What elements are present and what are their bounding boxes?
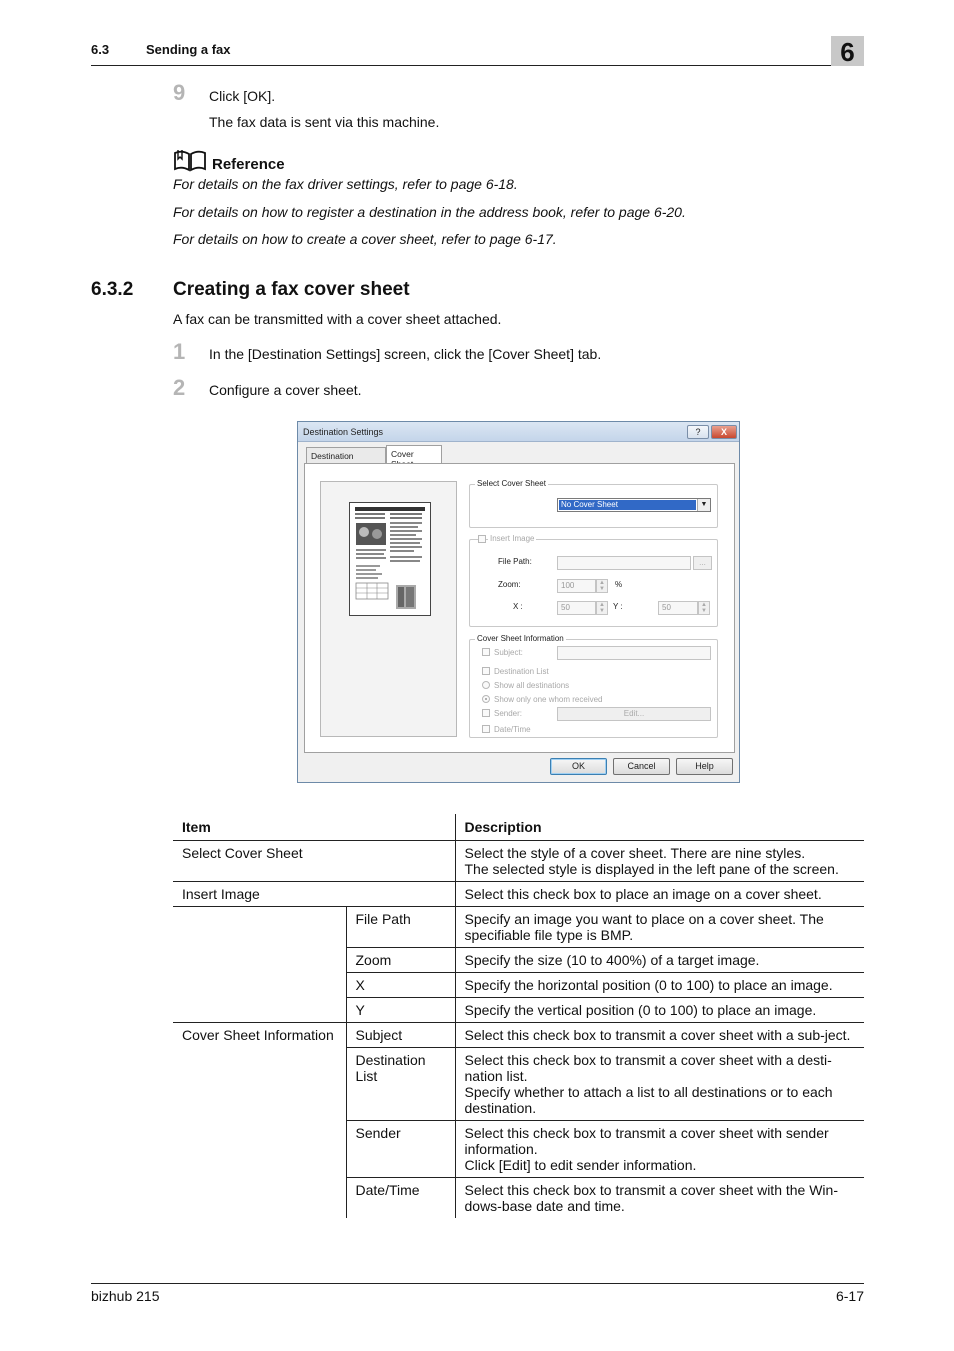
reference-item: For details on the fax driver settings, refer to page 6-18. xyxy=(173,176,518,192)
header-rule xyxy=(91,65,864,66)
table-header-description: Description xyxy=(455,814,864,841)
insert-image-label: Insert Image xyxy=(490,534,535,543)
zoom-unit: % xyxy=(615,580,623,589)
description-line: Select this check box to transmit a cover sheet with sender information. xyxy=(464,1125,829,1157)
section-intro: A fax can be transmitted with a cover sheet attached. xyxy=(173,311,502,327)
cover-sheet-select[interactable] xyxy=(557,498,711,512)
show-only-received-radio[interactable] xyxy=(482,695,490,703)
y-label: Y : xyxy=(613,602,623,611)
y-field[interactable]: 50 xyxy=(658,601,698,615)
table-cell-subitem: Date/Time xyxy=(346,1178,455,1219)
reference-item: For details on how to create a cover sheet, refer to page 6-17. xyxy=(173,231,557,247)
table-cell-description xyxy=(455,882,864,907)
description-line: Select this check box to transmit a cover sheet with a desti-nation list. xyxy=(464,1052,832,1084)
table-cell-description xyxy=(455,1023,864,1048)
table-cell-item xyxy=(173,998,346,1023)
section-title: Creating a fax cover sheet xyxy=(173,279,410,300)
zoom-stepper[interactable]: ▲ ▼ xyxy=(596,579,608,593)
table-row xyxy=(173,998,864,1023)
date-time-label: Date/Time xyxy=(494,725,531,734)
table-cell-item xyxy=(173,948,346,973)
table-row xyxy=(173,973,864,998)
table-cell-subitem: Destination List xyxy=(346,1048,455,1121)
description-line: Specify the size (10 to 400%) of a target image. xyxy=(464,952,760,968)
table-cell-description xyxy=(455,1178,864,1219)
table-cell-item xyxy=(173,1178,346,1219)
table-cell-item xyxy=(173,973,346,998)
table-cell-item xyxy=(173,1121,346,1178)
table-cell-item: Select Cover Sheet xyxy=(173,841,455,882)
table-row xyxy=(173,882,864,907)
description-line: The selected style is displayed in the left pane of the screen. xyxy=(464,861,839,877)
table-row xyxy=(173,1023,864,1048)
ok-button[interactable]: OK xyxy=(550,758,607,775)
description-line: Select this check box to transmit a cover sheet with a sub-ject. xyxy=(464,1027,851,1043)
cover-sheet-information-label: Cover Sheet Information xyxy=(477,634,564,643)
browse-button[interactable]: ... xyxy=(693,556,712,570)
destination-list-label: Destination List xyxy=(494,667,549,676)
file-path-label: File Path: xyxy=(498,557,532,566)
subject-checkbox[interactable] xyxy=(482,648,490,656)
subject-field[interactable] xyxy=(557,646,711,660)
cover-sheet-information-group xyxy=(469,634,718,738)
x-field[interactable]: 50 xyxy=(557,601,596,615)
zoom-field[interactable]: 100 xyxy=(557,579,596,593)
cover-page-thumbnail xyxy=(349,502,431,616)
table-row xyxy=(173,907,864,948)
step-text: In the [Destination Settings] screen, click the [Cover Sheet] tab. xyxy=(209,346,602,362)
step-number: 9 xyxy=(173,80,186,105)
step-number: 1 xyxy=(173,339,186,364)
dialog-titlebar xyxy=(298,422,739,442)
description-line: Specify the vertical position (0 to 100) to place an image. xyxy=(464,1002,817,1018)
chevron-down-icon[interactable]: ▼ xyxy=(697,499,710,511)
close-button[interactable]: X xyxy=(711,425,737,439)
reference-title: Reference xyxy=(212,156,285,173)
table-cell-subitem: Y xyxy=(346,998,455,1023)
x-label: X : xyxy=(513,602,523,611)
zoom-label: Zoom: xyxy=(498,580,521,589)
table-cell-description xyxy=(455,841,864,882)
table-row xyxy=(173,948,864,973)
table-cell-subitem: File Path xyxy=(346,907,455,948)
tab-destination-settings[interactable]: Destination xyxy=(306,447,386,463)
step-number: 2 xyxy=(173,375,186,400)
footer-product: bizhub 215 xyxy=(91,1288,160,1304)
cover-thumbnail-image xyxy=(350,503,430,615)
date-time-checkbox[interactable] xyxy=(482,725,490,733)
table-row xyxy=(173,1121,864,1178)
table-cell-item: Insert Image xyxy=(173,882,455,907)
footer-page-number: 6-17 xyxy=(835,1288,864,1304)
footer-rule xyxy=(91,1283,864,1284)
description-line: Click [Edit] to edit sender information. xyxy=(464,1157,697,1173)
insert-image-group xyxy=(469,534,718,627)
step-text: Click [OK]. xyxy=(209,88,276,104)
select-cover-sheet-group xyxy=(469,479,718,528)
table-cell-item xyxy=(173,1048,346,1121)
table-header-item: Item xyxy=(173,814,455,841)
help-button[interactable]: Help xyxy=(676,758,733,775)
select-cover-sheet-label: Select Cover Sheet xyxy=(477,479,546,488)
description-line: Specify whether to attach a list to all destinations or to each destination. xyxy=(464,1084,833,1116)
step-text: Configure a cover sheet. xyxy=(209,382,362,398)
sender-checkbox[interactable] xyxy=(482,709,490,717)
table-cell-description xyxy=(455,907,864,948)
file-path-field[interactable] xyxy=(557,556,691,570)
header-section-title: Sending a fax xyxy=(146,42,231,57)
book-icon xyxy=(173,149,207,173)
table-cell-subitem: Sender xyxy=(346,1121,455,1178)
step-result: The fax data is sent via this machine. xyxy=(209,114,440,130)
edit-sender-button[interactable]: Edit... xyxy=(557,707,711,721)
table-cell-description xyxy=(455,1048,864,1121)
tab-cover-sheet[interactable]: Cover xyxy=(386,445,442,464)
cover-preview-pane xyxy=(320,481,457,737)
show-all-destinations-radio[interactable] xyxy=(482,681,490,689)
show-all-destinations-label: Show all destinations xyxy=(494,681,570,690)
cover-sheet-select-value: No Cover Sheet xyxy=(559,500,696,510)
dialog-title: Destination Settings xyxy=(303,427,384,437)
show-only-received-label: Show only one whom received xyxy=(494,695,603,704)
subject-label: Subject: xyxy=(494,648,523,657)
table-cell-subitem: X xyxy=(346,973,455,998)
insert-image-checkbox[interactable] xyxy=(478,535,486,543)
table-row xyxy=(173,1178,864,1219)
table-cell-subitem: Zoom xyxy=(346,948,455,973)
destination-settings-dialog xyxy=(297,421,740,783)
table-row xyxy=(173,1048,864,1121)
description-line: Specify the horizontal position (0 to 100) to place an image. xyxy=(464,977,833,993)
description-line: Select this check box to transmit a cover sheet with the Win-dows-base date and time. xyxy=(464,1182,838,1214)
table-cell-item: Cover Sheet Information xyxy=(182,1027,334,1043)
chapter-number-badge: 6 xyxy=(831,36,864,66)
table-cell-item xyxy=(173,907,346,948)
description-line: Select the style of a cover sheet. There are nine styles. xyxy=(464,845,806,861)
header-section-number: 6.3 xyxy=(91,42,110,57)
table-cell-description xyxy=(455,948,864,973)
x-stepper[interactable]: ▲ ▼ xyxy=(596,601,608,615)
description-line: Specify an image you want to place on a cover sheet. The specifiable file type is BMP. xyxy=(464,911,824,943)
table-cell-description xyxy=(455,998,864,1023)
table-cell-subitem: Subject xyxy=(346,1023,455,1048)
section-number: 6.3.2 xyxy=(91,279,134,300)
cover-sheet-panel xyxy=(304,463,735,753)
cancel-button[interactable]: Cancel xyxy=(613,758,670,775)
table-row xyxy=(173,841,864,882)
table-cell-description xyxy=(455,973,864,998)
sender-label: Sender: xyxy=(494,709,523,718)
table-cell-description xyxy=(455,1121,864,1178)
description-line: Select this check box to place an image on a cover sheet. xyxy=(464,886,822,902)
y-stepper[interactable]: ▲ ▼ xyxy=(698,601,710,615)
destination-list-checkbox[interactable] xyxy=(482,667,490,675)
settings-description-table xyxy=(173,814,864,1218)
reference-item: For details on how to register a destination in the address book, refer to page 6-20. xyxy=(173,204,686,220)
help-titlebar-button[interactable]: ? xyxy=(687,425,709,439)
